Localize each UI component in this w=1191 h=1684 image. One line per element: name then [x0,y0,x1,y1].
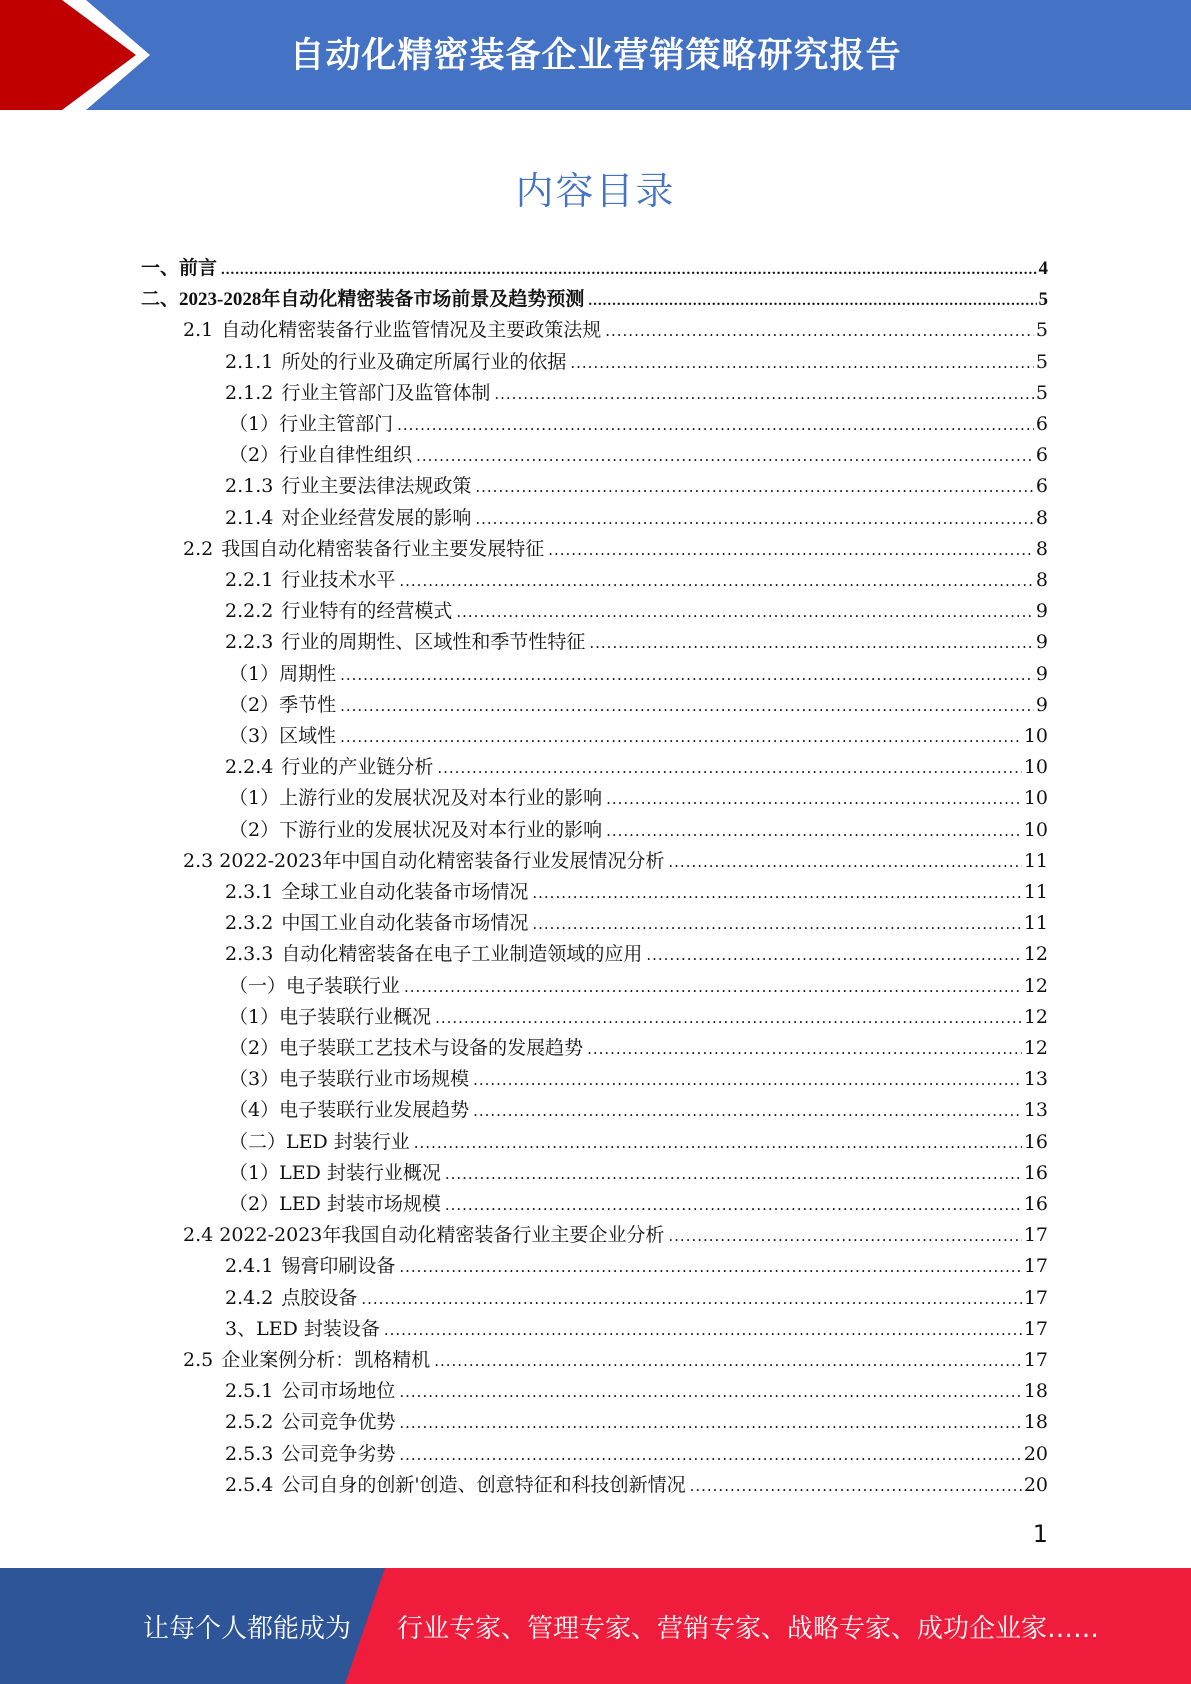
toc-entry-page: 16 [1023,1130,1048,1153]
toc-leader-dots [437,753,1021,784]
toc-entry-title: 自动化精密装备在电子工业制造领域的应用 [281,943,643,966]
toc-entry-title: 所处的行业及确定所属行业的依据 [281,350,567,373]
toc-entry-title: （4）电子装联行业发展趋势 [229,1099,470,1122]
toc-leader-dots [606,816,1022,847]
toc-entry-title: （1）电子装联行业概况 [229,1005,432,1028]
toc-entry-title: 公司自身的创新'创造、创意特征和科技创新情况 [281,1473,686,1496]
toc-entry-page: 13 [1023,1068,1048,1091]
toc-entry-title: 中国工业自动化装备市场情况 [281,912,529,935]
toc-entry[interactable] [229,1002,1048,1033]
toc-entry-title: （2）季节性 [229,693,337,716]
toc-entry-title: （1）上游行业的发展状况及对本行业的影响 [229,787,603,810]
toc-entry-title: 2.4 2022-2023年我国自动化精密装备行业主要企业分析 [183,1224,665,1247]
toc-leader-dots [340,691,1034,722]
toc-entry[interactable] [229,971,1048,1002]
toc-entry-title: 行业技术水平 [281,569,396,591]
toc-entry-page: 20 [1023,1473,1048,1496]
toc-entry-title: 行业主要法律法规政策 [281,475,472,498]
toc-entry[interactable] [225,1376,1048,1407]
toc-leader-dots [475,504,1034,535]
toc-leader-dots [690,1471,1022,1502]
toc-entry[interactable] [229,1064,1048,1095]
toc-entry-page: 9 [1035,631,1048,654]
toc-entry-page: 17 [1023,1255,1048,1278]
toc-entry[interactable] [229,1095,1048,1126]
toc-entry-page: 12 [1023,974,1048,997]
toc-entry-title: 行业特有的经营模式 [281,600,453,623]
toc-entry-title: 公司市场地位 [281,1380,396,1403]
footer-slogan-left: 让每个人都能成为 [143,1613,352,1644]
toc-entry[interactable] [225,627,1048,658]
toc-entry[interactable] [225,1251,1048,1282]
toc-entry-page: 8 [1035,569,1048,591]
toc-heading: 内容目录 [515,169,676,213]
toc-leader-dots [532,878,1021,909]
toc-entry-number: 2.2.4 [225,756,274,779]
toc-entry[interactable] [183,315,1048,346]
toc-leader-dots [589,628,1034,659]
toc-entry-title: 行业的产业链分析 [281,756,434,779]
toc-entry-title: （1）周期性 [229,662,337,685]
toc-entry-page: 10 [1023,756,1048,779]
toc-entry-page: 5 [1035,319,1048,342]
toc-entry[interactable] [229,721,1048,752]
toc-entry-title: 行业主管部门及监管体制 [281,381,491,404]
toc-entry-page: 12 [1023,1037,1048,1059]
toc-leader-dots [532,909,1021,940]
toc-leader-dots [475,472,1034,503]
toc-entry-title: 全球工业自动化装备市场情况 [281,881,529,903]
toc-entry-number: 2.1 [183,319,214,342]
toc-leader-dots [587,1034,1022,1065]
toc-entry[interactable] [225,471,1048,502]
toc-entry[interactable] [183,1345,1048,1376]
toc-leader-dots [399,1377,1021,1408]
toc-entry-page: 16 [1023,1193,1048,1215]
toc-entry-title: （3）电子装联行业市场规模 [229,1068,470,1091]
toc-entry[interactable] [229,1127,1048,1158]
toc-leader-dots [473,1065,1022,1096]
toc-entry-page: 20 [1023,1442,1048,1465]
toc-leader-dots [404,972,1022,1003]
toc-leader-dots [397,410,1034,441]
toc-entry-number: 2.2 [183,537,214,560]
toc-entry-title: 行业的周期性、区域性和季节性特征 [281,631,586,654]
toc-entry[interactable] [229,409,1048,440]
toc-entry-title: 企业案例分析：凯格精机 [221,1349,431,1371]
toc-entry-page: 6 [1035,444,1048,467]
toc-entry-title: （2）下游行业的发展状况及对本行业的影响 [229,818,603,841]
toc-leader-dots [456,597,1034,628]
toc-leader-dots [399,1440,1021,1471]
toc-leader-dots [605,316,1034,347]
toc-entry[interactable] [229,815,1048,846]
toc-entry[interactable] [141,284,1048,315]
toc-entry-page: 11 [1023,912,1048,935]
toc-entry-page: 11 [1023,849,1048,872]
toc-entry-title: 我国自动化精密装备行业主要发展特征 [221,537,545,560]
toc-leader-dots [548,535,1034,566]
toc-entry-page: 17 [1023,1224,1048,1247]
toc-entry-title: （2）电子装联工艺技术与设备的发展趋势 [229,1037,584,1059]
toc-entry-page: 18 [1023,1380,1048,1403]
toc-entry-title: 二、2023-2028年自动化精密装备市场前景及趋势预测 [141,289,585,311]
toc-leader-dots [570,348,1034,379]
toc-entry-number: 2.2.2 [225,600,274,623]
toc-entry[interactable] [229,783,1048,814]
toc-entry-page: 9 [1035,600,1048,623]
toc-entry[interactable] [225,347,1048,378]
toc-entry-number: 2.1.2 [225,381,274,404]
toc-entry[interactable] [225,503,1048,534]
toc-leader-dots [668,1221,1021,1252]
toc-entry[interactable] [225,1283,1048,1314]
toc-entry[interactable] [141,253,1048,284]
toc-entry-page: 9 [1035,693,1048,716]
toc-entry-page: 13 [1023,1099,1048,1122]
toc-entry[interactable] [225,1470,1048,1501]
toc-entry[interactable] [225,752,1048,783]
toc-entry-number: 2.3.1 [225,881,274,903]
toc-entry-title: 2.3 2022-2023年中国自动化精密装备行业发展情况分析 [183,849,665,872]
toc-entry-page: 10 [1023,725,1048,747]
toc-entry[interactable] [225,596,1048,627]
toc-entry-title: 对企业经营发展的影响 [281,506,472,529]
page-number: 1 [1032,1520,1048,1548]
toc-entry-number: 2.4.1 [225,1255,274,1278]
toc-entry-page: 18 [1023,1411,1048,1434]
toc-entry-title: （2）行业自律性组织 [229,444,413,467]
toc-leader-dots [340,722,1022,753]
toc-entry-title: 公司竞争劣势 [281,1442,396,1465]
toc-entry-page: 10 [1023,787,1048,810]
toc-entry-page: 4 [1038,258,1048,279]
toc-entry-page: 9 [1035,662,1048,685]
toc-entry-number: 2.3.2 [225,912,274,935]
toc-leader-dots [399,1408,1021,1439]
toc-entry-title: 点胶设备 [281,1286,358,1309]
toc-entry-number: 2.3.3 [225,943,274,966]
toc-entry-page: 11 [1023,881,1048,903]
toc-entry-title: 3、LED 封装设备 [225,1317,380,1340]
toc-entry-title: 锡膏印刷设备 [281,1255,396,1278]
toc-entry-page: 5 [1035,350,1048,373]
toc-entry-number: 2.5 [183,1349,214,1371]
toc-leader-dots [414,1128,1022,1159]
toc-entry-page: 6 [1035,475,1048,498]
toc-leader-dots [473,1096,1022,1127]
toc-leader-dots [435,1003,1022,1034]
toc-entry-page: 12 [1023,943,1048,966]
toc-entry[interactable] [225,1314,1048,1345]
toc-entry[interactable] [225,908,1048,939]
toc-leader-dots [646,940,1021,971]
toc-leader-dots [445,1190,1022,1221]
toc-leader-dots [221,255,1036,286]
toc-entry-number: 2.5.2 [225,1411,274,1434]
toc-leader-dots [445,1159,1022,1190]
header-banner [0,0,1191,110]
toc-entry-page: 16 [1023,1161,1048,1184]
toc-leader-dots [588,286,1036,317]
toc-entry-number: 2.1.4 [225,506,274,529]
toc-entry-title: （1）行业主管部门 [229,413,394,435]
toc-entry[interactable] [229,690,1048,721]
toc-entry-page: 8 [1035,537,1048,560]
toc-entry-number: 2.5.4 [225,1473,274,1496]
toc-leader-dots [399,1252,1021,1283]
toc-leader-dots [399,566,1034,597]
toc-entry[interactable] [225,877,1048,908]
toc-entry-title: 一、前言 [141,258,218,279]
toc-leader-dots [361,1284,1021,1315]
toc-entry[interactable] [225,378,1048,409]
toc-entry[interactable] [225,565,1048,596]
toc-entry[interactable] [225,939,1048,970]
toc-leader-dots [434,1346,1022,1377]
toc-leader-dots [384,1315,1022,1346]
toc-entry[interactable] [229,1189,1048,1220]
toc-entry[interactable] [225,1407,1048,1438]
footer-banner [0,1568,1191,1684]
toc-entry[interactable] [183,534,1048,565]
toc-entry[interactable] [229,659,1048,690]
toc-entry-page: 17 [1023,1286,1048,1309]
toc-entry-number: 2.5.3 [225,1442,274,1465]
toc-leader-dots [606,784,1022,815]
toc-entry-title: （一）电子装联行业 [229,974,401,997]
toc-leader-dots [416,441,1034,472]
toc-entry-page: 6 [1035,413,1048,435]
toc-entry[interactable] [229,1158,1048,1189]
toc-leader-dots [340,660,1034,691]
toc-entry-number: 2.2.3 [225,631,274,654]
toc-entry-title: （二）LED 封装行业 [229,1130,410,1153]
toc-entry[interactable] [183,1220,1048,1251]
toc-entry-title: 自动化精密装备行业监管情况及主要政策法规 [221,319,602,342]
footer-slogan-right: 行业专家、管理专家、营销专家、战略专家、成功企业家…… [397,1613,1100,1644]
toc-entry-page: 5 [1035,381,1048,404]
toc-entry-number: 2.5.1 [225,1380,274,1403]
report-title: 自动化精密装备企业营销策略研究报告 [289,36,902,76]
toc-entry-number: 2.4.2 [225,1286,274,1309]
toc-entry[interactable] [229,1033,1048,1064]
toc-entry-page: 5 [1038,289,1048,311]
toc-entry-title: （2）LED 封装市场规模 [229,1193,441,1215]
toc-entry-page: 8 [1035,506,1048,529]
toc-entry-page: 12 [1023,1005,1048,1028]
toc-entry[interactable] [229,440,1048,471]
toc-entry-page: 10 [1023,818,1048,841]
toc-entry-title: （1）LED 封装行业概况 [229,1161,441,1184]
toc-entry[interactable] [225,1439,1048,1470]
toc-entry-number: 2.2.1 [225,569,274,591]
toc-entry[interactable] [183,846,1048,877]
toc-entry-title: 公司竞争优势 [281,1411,396,1434]
toc-entry-page: 17 [1023,1317,1048,1340]
toc-entry-page: 17 [1023,1349,1048,1371]
toc-leader-dots [668,847,1021,878]
toc-entry-title: （3）区域性 [229,725,337,747]
toc-entry-number: 2.1.3 [225,475,274,498]
header-red-arrow-icon [0,0,150,110]
toc-entry-number: 2.1.1 [225,350,274,373]
toc-leader-dots [494,379,1034,410]
